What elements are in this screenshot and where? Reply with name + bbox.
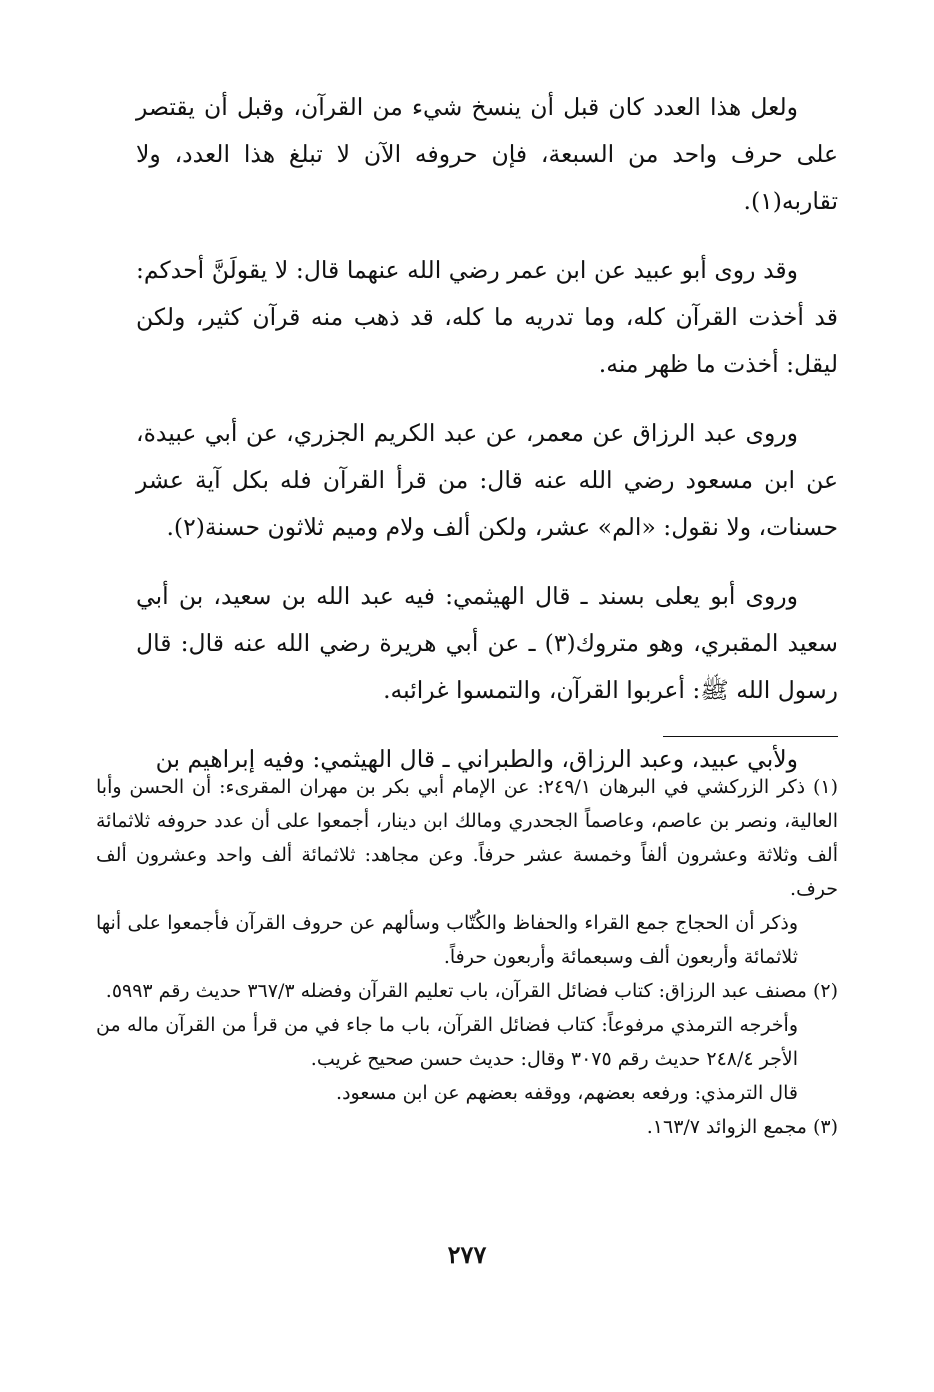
main-text: [136, 84, 838, 805]
paragraph-ibn-umar: وقد روى أبو عبيد عن ابن عمر رضي الله عنهما قال: لا يقولَنَّ أحدكم: قد أخذت القرآن كله، وما تدريه ما كله، قد ذهب منه قرآن كثير، ولكن ليقل: أخذت ما ظهر منه.: [136, 256, 838, 378]
paragraph-letter-count: ولعل هذا العدد كان قبل أن ينسخ شيء من القرآن، وقبل أن يقتصر على حرف واحد من السبعة، فإن حروفه الآن لا تبلغ هذا العدد، ولا تقاربه(١).: [136, 93, 838, 215]
footnote-1: (١) ذكر الزركشي في البرهان ٢٤٩/١: عن الإمام أبي بكر بن مهران المقرىء: أن الحسن وأبا العالية، ونصر بن عاصم، وعاصماً الجحدري ومالك ابن دينار، أجمعوا على أن عدد حروفه ثلاثمائة ألف وثلاثة وعشرون ألفاً وخمسة عشر حرفاً. وعن مجاهد: ثلاثمائة ألف واحد وعشرون ألف حرف.: [96, 776, 839, 900]
paragraph-abdulrazzaq: وروى عبد الرزاق عن معمر، عن عبد الكريم الجزري، عن أبي عبيدة، عن ابن مسعود رضي الله عنه قال: من قرأ القرآن فله بكل آية عشر حسنات، ولا نقول: «الم» عشر، ولكن ألف ولام وميم ثلاثون حسنة(٢).: [136, 419, 838, 541]
footnote-3: (٣) مجمع الزوائد ١٦٣/٧.: [646, 1116, 838, 1138]
footnote-2-tirmidhi: وأخرجه الترمذي مرفوعاً: كتاب فضائل القرآن، باب ما جاء في من قرأ من القرآن ماله من الأجر ٢٤٨/٤ حديث رقم ٣٠٧٥ وقال: حديث حسن صحيح غريب.: [96, 1014, 798, 1070]
footnote-1-continued: وذكر أن الحجاج جمع القراء والحفاظ والكُتّاب وسألهم عن حروف القرآن فأجمعوا على أنها ثلاثمائة وأربعون ألف وسبعمائة وأربعون حرفاً.: [96, 912, 798, 968]
paragraph-abu-ubaid: ولأبي عبيد، وعبد الرزاق، والطبراني ـ قال الهيثمي: وفيه إبراهيم بن: [155, 745, 798, 773]
footnote-2: (٢) مصنف عبد الرزاق: كتاب فضائل القرآن، باب تعليم القرآن وفضله ٣٦٧/٣ حديث رقم ٥٩٩٣.: [105, 980, 838, 1002]
page-number: ٢٧٧: [447, 1240, 487, 1269]
footnote-2-comment: قال الترمذي: ورفعه بعضهم، ووقفه بعضهم عن ابن مسعود.: [336, 1082, 798, 1104]
footnote-separator: [663, 736, 838, 737]
paragraph-abu-yala: وروى أبو يعلى بسند ـ قال الهيثمي: فيه عبد الله بن سعيد، بن أبي سعيد المقبري، وهو متروك(٣) ـ عن أبي هريرة رضي الله عنه قال: قال رسول الله ﷺ: أعربوا القرآن، والتمسوا غرائبه.: [136, 582, 838, 704]
footnotes: [96, 770, 838, 1144]
